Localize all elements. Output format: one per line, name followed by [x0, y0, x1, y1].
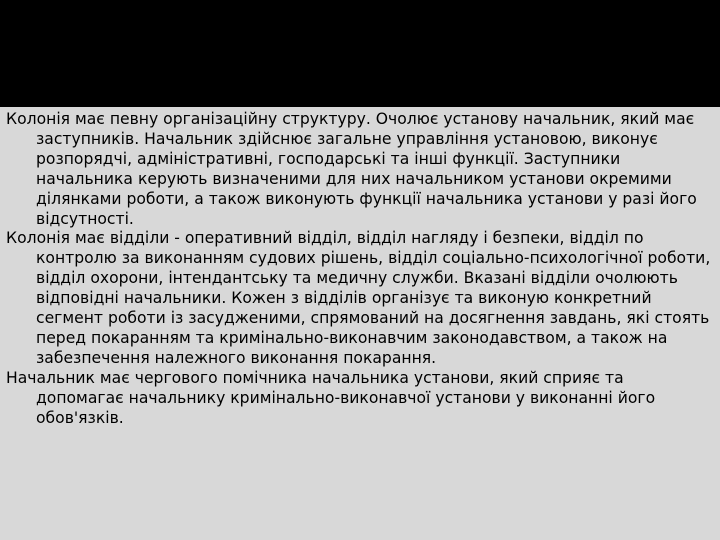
paragraph-departments: Колонія має відділи - оперативний відділ, відділ нагляду і безпеки, відділ по контролю за виконанням судових рішень, відділ соціально-психологічної роботи, відділ охорони, інтендантську та медичну служби. Вказані відділи очолюють відповідні начальники. Кожен з відділів організує та виконую конкретний сегмент роботи із засудженими, спрямований на досягнення завдань, які стоять перед покаранням та кримінально-виконавчим законодавством, а також на забезпечення належного виконання покарання.	[6, 229, 711, 367]
title-bar	[0, 0, 720, 107]
slide-body	[6, 110, 714, 429]
paragraph-duty-assistant: Начальник має чергового помічника начальника установи, який сприяє та допомагає начальнику кримінально-виконавчої установи у виконанні його обов'язків.	[6, 368, 656, 427]
paragraph-structure: Колонія має певну організаційну структуру. Очолює установу начальник, який має заступників. Начальник здійснює загальне управління установою, виконує розпорядчі, адміністративні, господарські та інші функції. Заступники начальника керують визначеними для них начальником установи окремими ділянками роботи, а також виконують функції начальника установи у разі його відсутності.	[6, 110, 697, 228]
